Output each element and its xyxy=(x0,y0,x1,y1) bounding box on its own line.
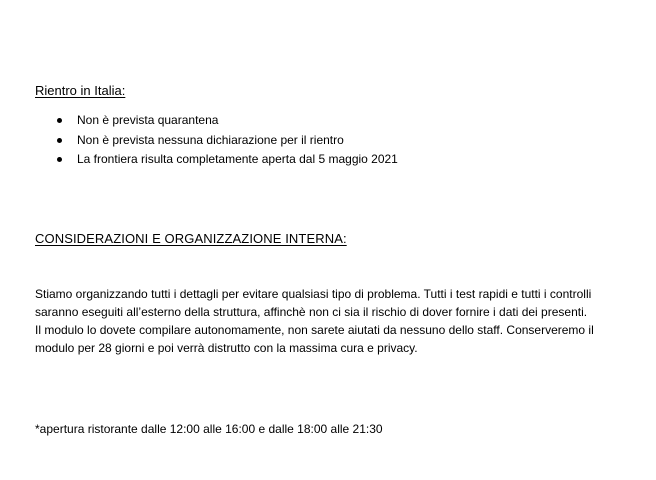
paragraph-line: modulo per 28 giorni e poi verrà distrutto con la massima cura e privacy. xyxy=(35,341,418,355)
bullet-icon xyxy=(57,118,62,123)
section-heading-considerazioni: CONSIDERAZIONI E ORGANIZZAZIONE INTERNA: xyxy=(35,231,347,246)
rientro-bullet-list xyxy=(56,111,398,170)
list-item-text: La frontiera risulta completamente aperta dal 5 maggio 2021 xyxy=(77,152,398,166)
list-item xyxy=(56,150,398,170)
paragraph-line: saranno eseguiti all’esterno della struttura, affinchè non ci sia il rischio di dover fornire i dati dei presenti. xyxy=(35,305,588,319)
section-heading-rientro: Rientro in Italia: xyxy=(35,83,126,98)
list-item-text: Non è prevista quarantena xyxy=(77,113,219,127)
paragraph-line: Il modulo lo dovete compilare autonomamente, non sarete aiutati da nessuno dello staff. Conserveremo il xyxy=(35,323,594,337)
bullet-icon xyxy=(57,138,62,143)
bullet-icon xyxy=(57,157,62,162)
list-item xyxy=(56,131,398,151)
considerazioni-paragraph xyxy=(35,285,645,357)
list-item-text: Non è prevista nessuna dichiarazione per il rientro xyxy=(77,132,344,147)
paragraph-line: Stiamo organizzando tutti i dettagli per evitare qualsiasi tipo di problema. Tutti i test rapidi e tutti i controlli xyxy=(35,287,592,301)
restaurant-hours-note: *apertura ristorante dalle 12:00 alle 16:00 e dalle 18:00 alle 21:30 xyxy=(35,422,383,436)
list-item xyxy=(56,111,398,131)
